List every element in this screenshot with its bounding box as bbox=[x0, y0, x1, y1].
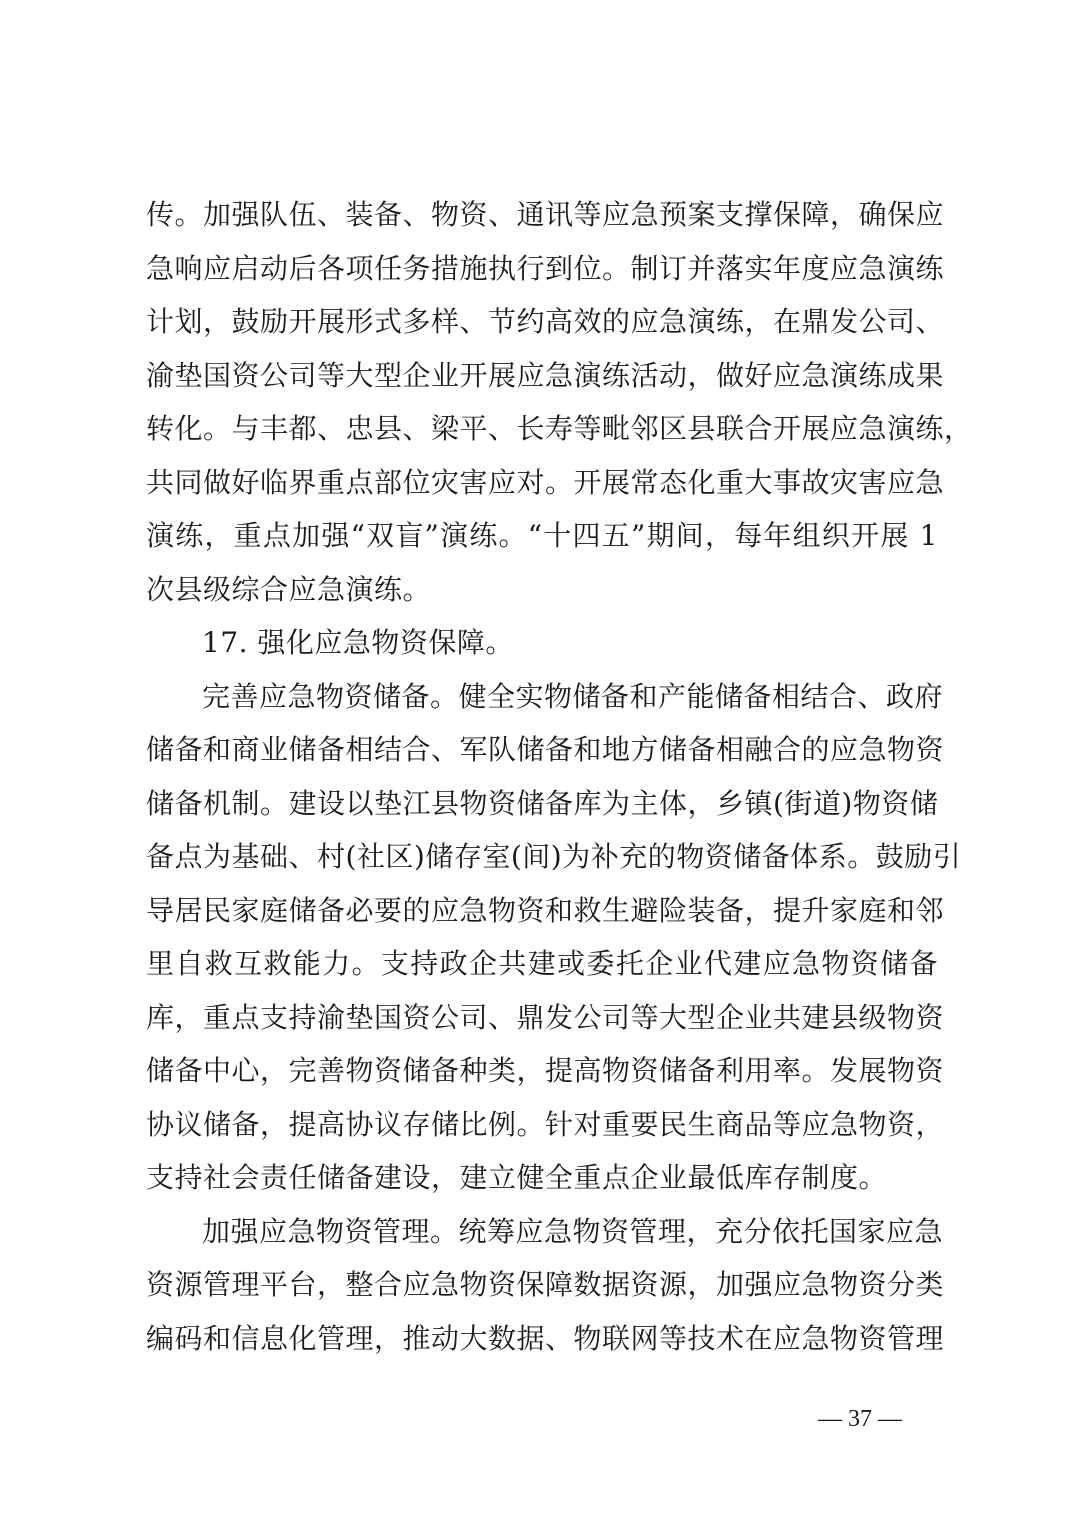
text-line: 资源管理平台，整合应急物资保障数据资源，加强应急物资分类 bbox=[146, 1268, 945, 1301]
paragraph-start-line: 加强应急物资管理。统筹应急物资管理，充分依托国家应急 bbox=[202, 1214, 944, 1248]
text-line: 支持社会责任储备建设，建立健全重点企业最低库存制度。 bbox=[146, 1161, 888, 1194]
text-line: 编码和信息化管理，推动大数据、物联网等技术在应急物资管理 bbox=[146, 1321, 945, 1355]
text-line: 急响应启动后各项任务措施执行到位。制订并落实年度应急演练 bbox=[146, 251, 945, 285]
page-number: — 37 — bbox=[818, 1406, 902, 1432]
text-line: 传。加强队伍、装备、物资、通讯等应急预案支撑保障，确保应 bbox=[146, 198, 945, 231]
text-line: 储备中心，完善物资储备种类，提高物资储备利用率。发展物资 bbox=[146, 1054, 945, 1087]
text-line: 库，重点支持渝垫国资公司、鼎发公司等大型企业共建县级物资 bbox=[146, 1000, 945, 1034]
text-line: 转化。与丰都、忠县、梁平、长寿等毗邻区县联合开展应急演练， bbox=[146, 412, 973, 445]
text-line: 演练，重点加强“双盲”演练。“十四五”期间，每年组织开展 1 bbox=[146, 519, 938, 552]
text-line: 里自救互救能力。支持政企共建或委托企业代建应急物资储备 bbox=[146, 947, 938, 980]
text-line: 备点为基础、村(社区)储存室(间)为补充的物资储备体系。鼓励引 bbox=[146, 840, 962, 873]
body-text bbox=[146, 188, 973, 1365]
text-line: 计划，鼓励开展形式多样、节约高效的应急演练，在鼎发公司、 bbox=[146, 305, 945, 338]
text-line: 储备和商业储备相结合、军队储备和地方储备相融合的应急物资 bbox=[146, 733, 945, 766]
section-heading: 17. 强化应急物资保障。 bbox=[202, 626, 514, 659]
text-line: 协议储备，提高协议存储比例。针对重要民生商品等应急物资， bbox=[146, 1107, 945, 1141]
text-line: 导居民家庭储备必要的应急物资和救生避险装备，提升家庭和邻 bbox=[146, 893, 945, 927]
text-line: 共同做好临界重点部位灾害应对。开展常态化重大事故灾害应急 bbox=[146, 465, 945, 499]
text-line: 渝垫国资公司等大型企业开展应急演练活动，做好应急演练成果 bbox=[146, 358, 945, 392]
paragraph-start-line: 完善应急物资储备。健全实物储备和产能储备相结合、政府 bbox=[202, 679, 944, 713]
text-line: 储备机制。建设以垫江县物资储备库为主体，乡镇(街道)物资储 bbox=[146, 786, 939, 820]
text-line: 次县级综合应急演练。 bbox=[146, 572, 432, 606]
